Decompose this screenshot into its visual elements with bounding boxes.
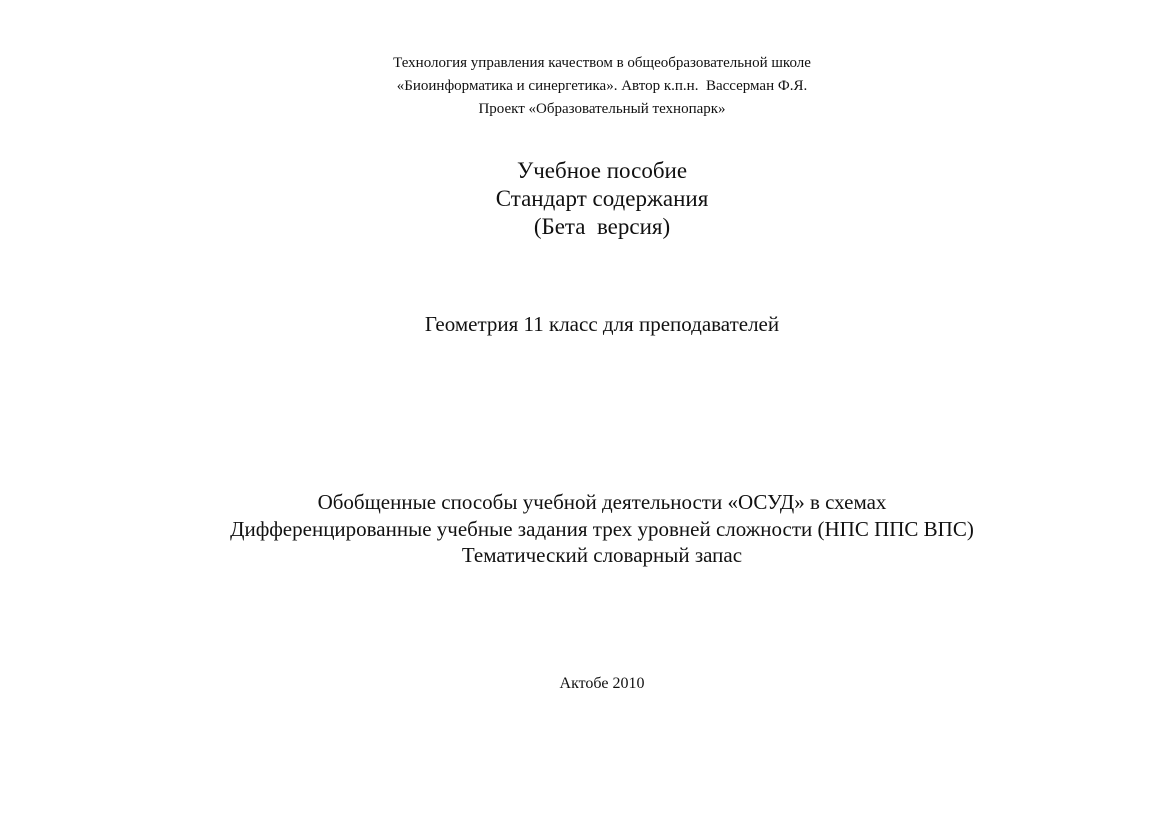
- header-line-1: Технология управления качеством в общеобразовательной школе: [393, 55, 811, 71]
- contents-line-1: Обобщенные способы учебной деятельности «ОСУД» в схемах: [317, 490, 887, 514]
- document-subject: [0, 310, 1170, 338]
- document-footer: [0, 673, 1170, 695]
- header-line-3: Проект «Образовательный технопарк»: [478, 101, 726, 117]
- document-contents: [0, 489, 1170, 569]
- document-title: [0, 157, 1170, 241]
- contents-line-3: Тематический словарный запас: [461, 543, 743, 567]
- title-line-2: Стандарт содержания: [495, 186, 709, 211]
- subject-text: Геометрия 11 класс для преподавателей: [424, 312, 780, 336]
- contents-line-2: Дифференцированные учебные задания трех уровней сложности (НПС ППС ВПС): [230, 516, 974, 541]
- header-line-2: «Биоинформатика и синергетика». Автор к.п.н. Вассерман Ф.Я.: [396, 78, 808, 94]
- title-line-1: Учебное пособие: [516, 158, 688, 183]
- title-line-3: (Бета версия): [533, 214, 671, 239]
- footer-place-year: Актобе 2010: [559, 675, 645, 692]
- document-header: [0, 52, 1170, 121]
